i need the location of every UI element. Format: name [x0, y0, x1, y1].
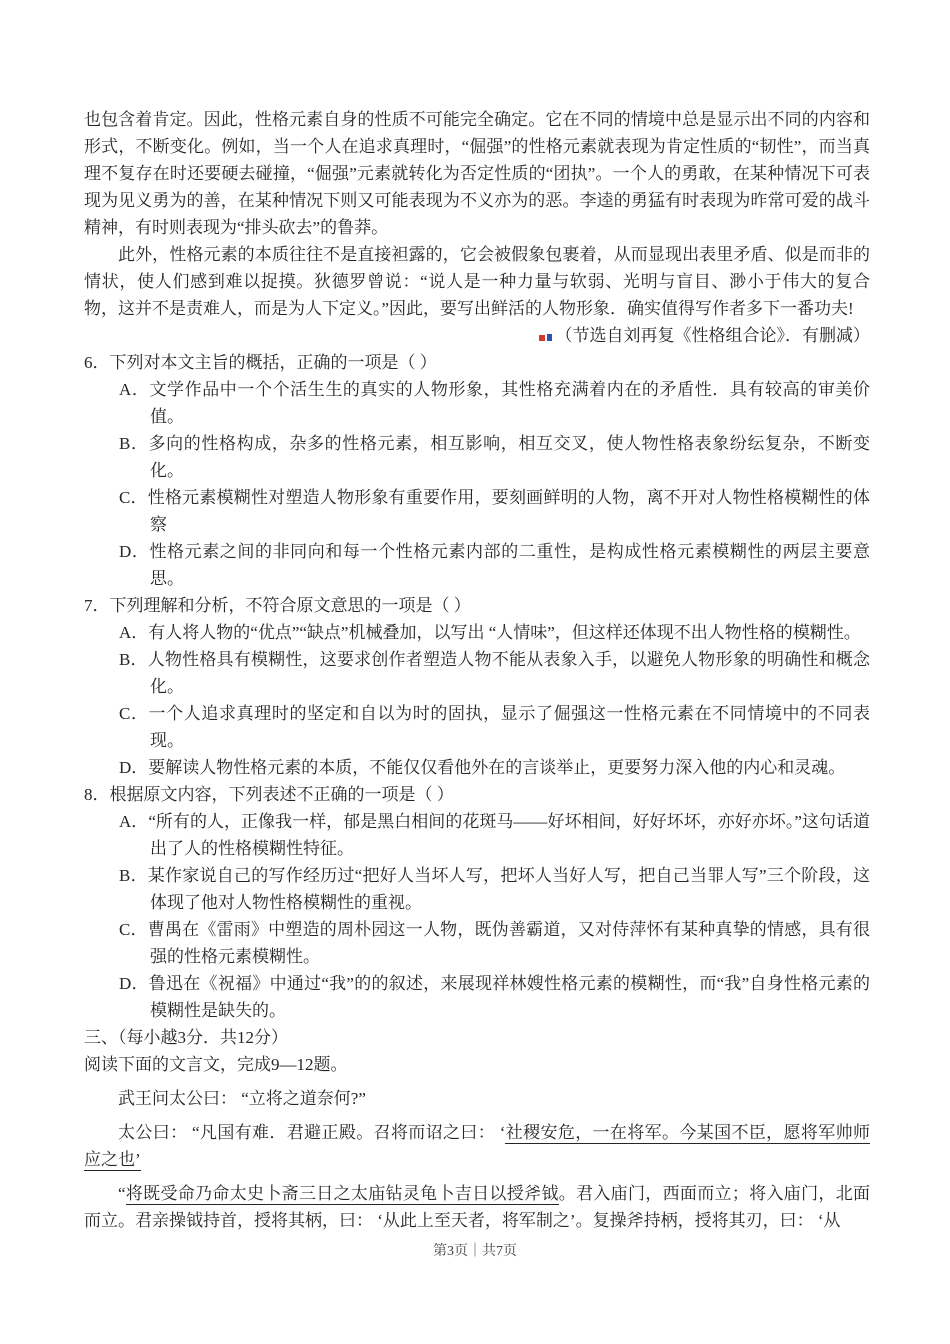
classical-paragraph-3-text: 。君入庙门，西面而立；将入庙门，北面而立。君亲操钺持首，授将其柄，曰： ‘从此上至天者，将军制之’。复操斧持柄，授将其刃，曰： ‘从	[84, 1184, 871, 1230]
page-footer: 第3页｜共7页	[433, 1244, 517, 1259]
classical-paragraph-3	[84, 1180, 870, 1234]
body-paragraph-1: 也包含着肯定。因此，性格元素自身的性质不可能完全确定。它在不同的情境中总是显示出不同的内容和形式，不断变化。例如，当一个人在追求真理时，“倔强”的性格元素就表现为肯定性质的“韧性”，而当真理不复存在时还要硬去碰撞，“倔强”元素就转化为否定性质的“团执”。一个人的勇敢，在某种情况下可表现为见义勇为的善，在某种情况下则又可能表现为不义亦为的恶。李逵的勇猛有时表现为昨常可爱的战斗精神，有时则表现为“排头砍去”的鲁莽。	[84, 110, 870, 237]
classical-paragraph-1: 武王问太公曰： “立将之道奈何?”	[118, 1089, 366, 1108]
question-6-option-b: B．多向的性格构成，杂多的性格元素，相互影响，相互交叉，使人物性格表象纷纭复杂，不断变化。	[119, 434, 870, 480]
classical-paragraph-3-open-quote: “	[118, 1184, 126, 1203]
attribution-text: （节选自刘再复《性格组合论》．有删减）	[555, 326, 870, 345]
watermark-mark	[539, 334, 552, 341]
question-8-stem: 8．根据原文内容，下列表述不正确的一项是（ ）	[84, 785, 454, 804]
body-paragraph-2: 此外，性格元素的本质往往不是直接袒露的，它会被假象包裹着，从而显现出表里矛盾、似是而非的情状，使人们感到难以捉摸。狄德罗曾说：“说人是一种力量与软弱、光明与盲目、渺小于伟大的复合物，这并不是责难人，而是为人下定义。”因此，要写出鲜活的人物形象．确实值得写作者多下一番功夫!	[84, 245, 870, 318]
question-7-option-c: C．一个人追求真理时的坚定和自以为时的固执，显示了倔强这一性格元素在不同情境中的不同表现。	[119, 704, 870, 750]
classical-paragraph-2-underlined: 社稷安危，一在将军。今某国不臣，愿将军帅师应之也’	[84, 1123, 870, 1169]
question-8-option-b: B．某作家说自己的写作经历过“把好人当坏人写，把坏人当好人写，把自己当罪人写”三个阶段，这体现了他对人物性格模糊性的重视。	[119, 866, 870, 912]
question-7-option-b: B．人物性格具有模糊性，这要求创作者塑造人物不能从表象入手，以避免人物形象的明确性和概念化。	[119, 650, 870, 696]
document-page	[84, 106, 870, 1234]
question-8-option-d: D．鲁迅在《祝福》中通过“我”的的叙述，来展现祥林嫂性格元素的模糊性，而“我”自身性格元素的模糊性是缺失的。	[119, 974, 870, 1020]
attribution-line	[84, 322, 870, 349]
section-3-instruction: 阅读下面的文言文，完成9—12题。	[84, 1055, 348, 1074]
classical-paragraph-3-underlined: 将既受命乃命太史卜斋三日之太庙钻灵龟卜吉日以授斧钺	[125, 1184, 559, 1203]
question-6-option-d: D．性格元素之间的非同向和每一个性格元素内部的二重性，是构成性格元素模糊性的两层主要意思。	[119, 542, 870, 588]
question-7-option-d: D．要解读人物性格元素的本质，不能仅仅看他外在的言谈举止，更要努力深入他的内心和灵魂。	[119, 758, 846, 777]
question-6-option-a: A．文学作品中一个个活生生的真实的人物形象，其性格充满着内在的矛盾性．具有较高的审美价值。	[119, 380, 870, 426]
classical-paragraph-2-text: 太公曰： “凡国有难．君避正殿。召将而诏之曰： ‘	[118, 1123, 506, 1142]
question-8-option-c: C．曹禺在《雷雨》中塑造的周朴园这一人物，既伪善霸道，又对侍萍怀有某种真挚的情感，具有很强的性格元素模糊性。	[119, 920, 870, 966]
question-8-option-a: A．“所有的人，正像我一样，郁是黑白相间的花斑马——好坏相间，好好坏坏，亦好亦坏。”这句话道出了人的性格模糊性特征。	[119, 812, 870, 858]
classical-paragraph-2	[84, 1119, 870, 1173]
question-7-stem: 7．下列理解和分析，不符合原文意思的一项是（ ）	[84, 596, 471, 615]
section-3-heading: 三、（每小越3分．共12分）	[84, 1028, 288, 1047]
question-7-option-a: A．有人将人物的“优点”“缺点”机械叠加，以写出 “人情味”，但这样还体现不出人物性格的模糊性。	[119, 623, 861, 642]
question-6-stem: 6．下列对本文主旨的概括，正确的一项是（ ）	[84, 353, 437, 372]
question-6-option-c: C．性格元素模糊性对塑造人物形象有重要作用，要刻画鲜明的人物，离不开对人物性格模糊性的体察	[119, 488, 870, 534]
